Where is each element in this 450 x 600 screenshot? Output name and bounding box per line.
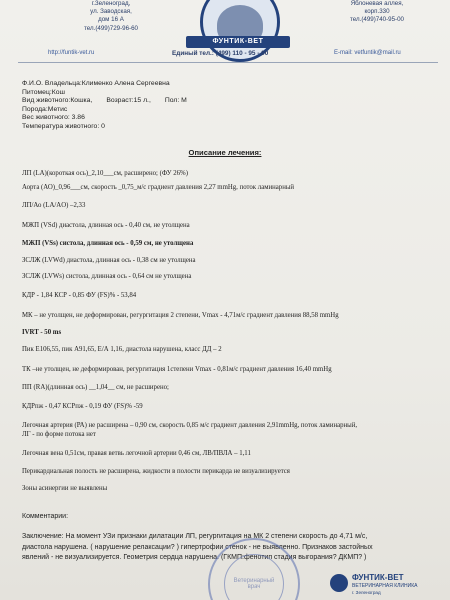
pet-name: Питомец:Кош xyxy=(22,88,65,96)
blank-line xyxy=(22,522,442,532)
section-title: Описание лечения: xyxy=(188,148,262,157)
logo-ribbon: ФУНТИК-ВЕТ xyxy=(186,36,290,48)
measure-line: Аорта (АО)_0,96___см, скорость _0,75_м/с градиент давления 2,27 mmHg, поток ламинарный xyxy=(22,184,295,191)
patient-info xyxy=(22,80,187,132)
conclusion-line: диастола нарушена. ( нарушение релаксации? ) гипертрофии стенок - не выявленно. Признаков застойных xyxy=(22,543,373,551)
conclusion-line: явлений - не визуализируется. Геометрия сердца нарушена. (ГКМП:фенотип стадия выгорания? ДКМП? ) xyxy=(22,553,367,561)
measure-line: IVRT - 50 ms xyxy=(22,329,62,336)
species-age-sex xyxy=(22,97,187,106)
measure-line: Легочная вена 0,51см, правая ветвь легочной артерии 0,46 см, ЛВ/ПВЛА – 1,11 xyxy=(22,450,251,457)
measure-line: ЛП (LA)(короткая ось)_2,10___см, расширено; (ФУ 26%) xyxy=(22,170,188,177)
stamp-label: Ветеринарный врач xyxy=(224,554,284,600)
species: Вид животного:Кошка, xyxy=(22,97,93,105)
header-divider xyxy=(18,62,438,63)
email: E-mail: vetfuntik@mail.ru xyxy=(334,50,401,56)
measure-line: ЛП/Ао (LA/AO) –2,33 xyxy=(22,202,86,209)
measure-line: ЗСЛЖ (LVWd) диастола, длинная ось - 0,38 см не утолщена xyxy=(22,257,196,264)
right-address: Яблоневая аллея, корп.330 тел.(499)740-95-00 xyxy=(350,0,404,24)
measure-line: КДРпж - 0,47 КСРпж - 0,19 ФУ (FS)% -59 xyxy=(22,403,143,410)
brand-subtitle: ВЕТЕРИНАРНАЯ КЛИНИКА xyxy=(352,583,418,589)
website-link: http://funtik-vet.ru xyxy=(48,50,95,56)
measure-line: Пик Е106,55, пик А91,65, Е/А 1,16, диастола нарушена, класс ДД – 2 xyxy=(22,346,222,353)
measure-line: КДР - 1,84 КСР - 0,85 ФУ (FS)% - 53,84 xyxy=(22,292,137,299)
measure-line: ЛГ - по форме потока нет xyxy=(22,431,96,438)
weight: Вес животного: 3.86 xyxy=(22,114,85,122)
temperature: Температура животного: 0 xyxy=(22,122,105,130)
measure-line: МК – не утолщен, не деформирован, регургитация 2 степени, Vmax - 4,71м/с градиент давления 88,58 mmHg xyxy=(22,312,339,319)
brand-logo-icon xyxy=(330,574,348,592)
sex: Пол: М xyxy=(164,97,187,105)
left-address: г.Зеленоград, ул. Заводская, дом 16 А тел.(499)729-96-60 xyxy=(84,0,138,32)
measure-line: Перикардиальная полость не расширена, жидкости в полости перикарда не визуализируется xyxy=(22,468,290,475)
owner-name: Ф.И.О. Владельца:Клименко Алена Сергеевна xyxy=(22,80,170,87)
measure-line: ТК –не утолщен, не деформирован, регургитация 1степени Vmax - 0,81м/с градиент давления 16,40 mmHg xyxy=(22,366,332,373)
measure-line: МЖП (VSs) систола, длинная ось - 0,59 см, не утолщена xyxy=(22,240,194,247)
age: Возраст:15 л., xyxy=(106,97,151,105)
conclusion-line: Заключение: На момент УЗи признаки дилатации ЛП, регургитация на МК 2 степени скорость до 4,71 м/с, xyxy=(22,533,368,541)
letterhead xyxy=(0,0,450,62)
measure-line: ПП (RA)(длинная ось) __1,04__ см, не расширено; xyxy=(22,384,169,391)
brand-address: г. Зеленоград xyxy=(352,590,381,595)
breed: Порода:Метис xyxy=(22,105,68,113)
bottom-brand xyxy=(330,572,440,600)
measure-line: МЖП (VSd) диастола, длинная ось - 0,40 см, не утолщена xyxy=(22,222,190,229)
measure-line: Легочная артерия (РА) не расширена – 0,90 см, скорость 0,85 м/с градиент давления 2,91mmHg, поток ламинарный, xyxy=(22,422,358,429)
comments-label: Комментарии: xyxy=(22,513,69,520)
brand-name: ФУНТИК-ВЕТ xyxy=(352,573,404,582)
main-phone: Единый тел.: (499) 110 - 95 - 00 xyxy=(172,50,269,57)
measure-line: ЗСЛЖ (LVWs) систола, длинная ось - 0,64 см не утолщена xyxy=(22,273,192,280)
measure-line: Зоны асинергии не выявлены xyxy=(22,485,108,492)
